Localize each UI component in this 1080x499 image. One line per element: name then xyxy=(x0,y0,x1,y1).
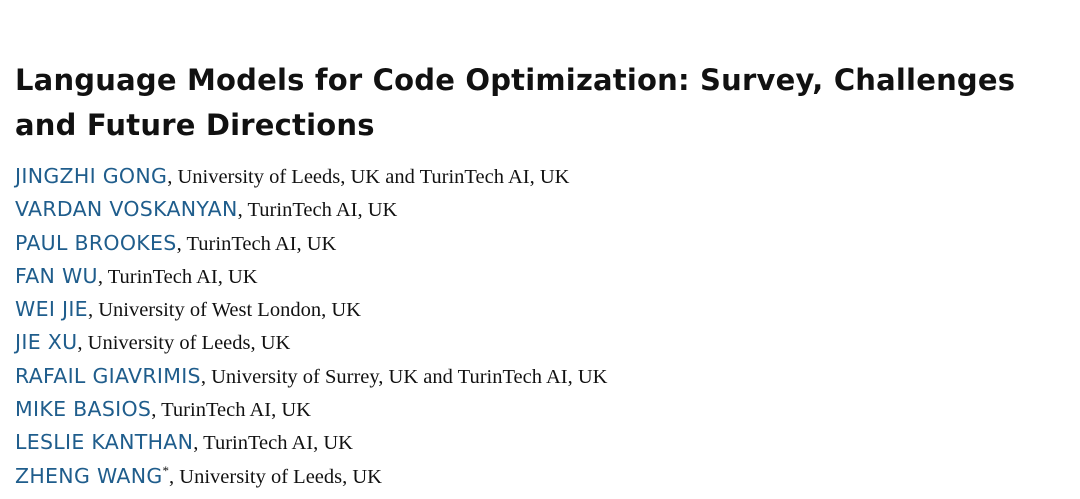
author-name: FAN WU xyxy=(15,263,98,288)
author-name: LESLIE KANTHAN xyxy=(15,430,194,455)
author-name: MIKE BASIOS xyxy=(15,397,152,422)
author-entry xyxy=(15,426,608,459)
author-entry xyxy=(15,360,608,393)
author-name: WEI JIE xyxy=(15,297,88,322)
author-entry xyxy=(15,227,608,260)
author-name: JIE XU xyxy=(15,330,78,355)
paper-title: Language Models for Code Optimization: Survey, Challenges and Future Directions xyxy=(15,63,1016,142)
author-entry xyxy=(15,160,608,193)
author-affiliation: , University of West London, UK xyxy=(87,299,361,322)
author-footnote-mark: * xyxy=(162,462,170,478)
author-list xyxy=(15,160,608,493)
author-entry xyxy=(15,260,608,293)
author-entry xyxy=(15,293,608,326)
author-affiliation: , University of Leeds, UK xyxy=(77,332,291,355)
author-entry xyxy=(15,326,608,359)
author-entry xyxy=(15,393,608,426)
author-affiliation: , University of Surrey, UK and TurinTech AI, UK xyxy=(200,365,608,388)
author-affiliation: , University of Leeds, UK xyxy=(169,465,382,488)
author-affiliation: , TurinTech AI, UK xyxy=(193,432,353,455)
author-name: PAUL BROOKES xyxy=(15,230,177,255)
author-name: RAFAIL GIAVRIMIS xyxy=(15,363,201,388)
author-name: ZHENG WANG xyxy=(15,463,163,488)
author-affiliation: , TurinTech AI, UK xyxy=(176,232,337,255)
author-affiliation: , TurinTech AI, UK xyxy=(97,265,258,288)
author-entry xyxy=(15,193,608,226)
author-entry xyxy=(15,460,608,493)
author-affiliation: , TurinTech AI, UK xyxy=(151,399,311,422)
author-affiliation: , University of Leeds, UK and TurinTech AI, UK xyxy=(167,166,570,188)
author-name: VARDAN VOSKANYAN xyxy=(15,197,238,222)
author-name: JINGZHI GONG xyxy=(15,164,168,188)
author-affiliation: , TurinTech AI, UK xyxy=(237,199,398,222)
